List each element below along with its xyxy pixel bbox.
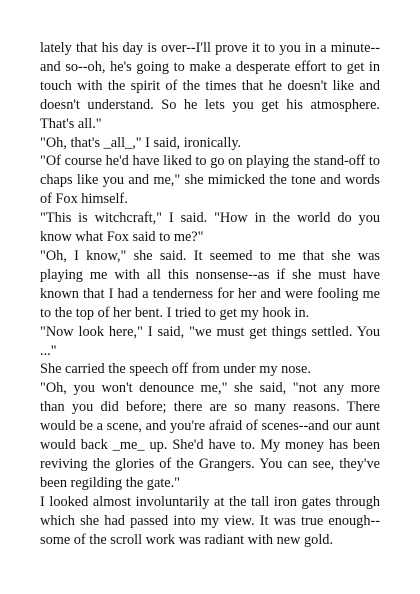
paragraph: She carried the speech off from under my nose.: [40, 361, 311, 378]
paragraph: "Oh, you won't denounce me," she said, "not any more than you did before; there are so many reasons. There would be a scene, and you're afraid of scenes--and our aunt would back _me_ up. She'd have to. My money has been reviving the glories of the Grangers. You can see, they've been regilding the gate.": [40, 380, 380, 491]
paragraph: "This is witchcraft," I said. "How in the world do you know what Fox said to me?": [40, 210, 380, 246]
paragraph: "Now look here," I said, "we must get things settled. You ...": [40, 323, 380, 359]
paragraph: "Of course he'd have liked to go on playing the stand-off to chaps like you and me," she mimicked the tone and words of Fox himself.: [40, 153, 380, 208]
paragraph: "Oh, that's _all_," I said, ironically.: [40, 134, 242, 151]
paragraph: I looked almost involuntarily at the tall iron gates through which she had passed into my view. It was true enough--some of the scroll work was radiant with new gold.: [40, 493, 380, 548]
book-page-text: [40, 39, 380, 549]
paragraph: "Oh, I know," she said. It seemed to me that she was playing me with all this nonsense--as if she must have known that I had a tenderness for her and were fooling me to the top of her bent. I tried to get my hook in.: [40, 247, 380, 321]
paragraph: lately that his day is over--I'll prove it to you in a minute--and so--oh, he's going to make a desperate effort to get in touch with the spirit of the times that he doesn't like and doesn't understand. So he lets you get his atmosphere. That's all.": [40, 40, 380, 132]
